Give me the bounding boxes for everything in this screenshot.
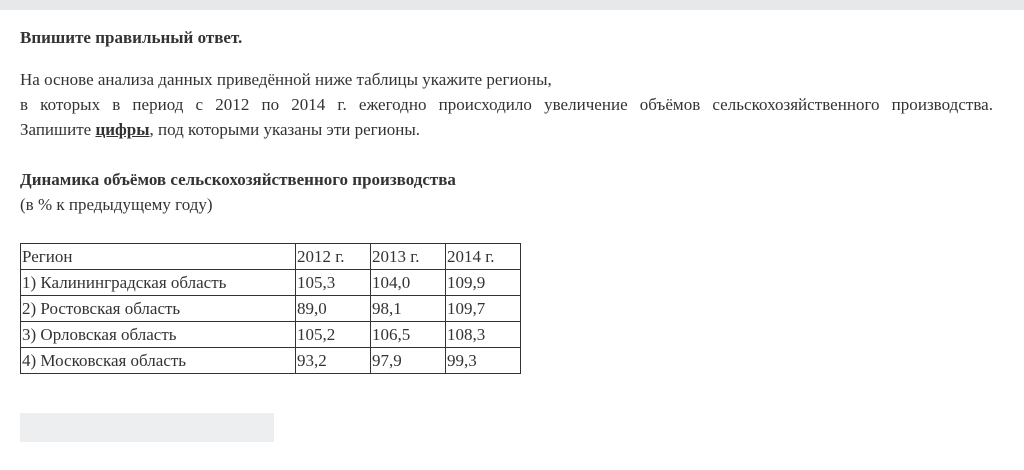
answer-input[interactable] bbox=[20, 413, 274, 442]
task-line-2: в которых в период с 2012 по 2014 г. ежегодно происходило увеличение объёмов сельскохозяйственного производства. bbox=[20, 95, 993, 114]
top-bar bbox=[0, 0, 1024, 10]
table-cell-value: 109,9 bbox=[446, 270, 521, 296]
table-row bbox=[21, 270, 521, 296]
table-row bbox=[21, 296, 521, 322]
table-row bbox=[21, 348, 521, 374]
data-table bbox=[20, 243, 521, 374]
table-cell-value: 93,2 bbox=[296, 348, 371, 374]
task-line-3-end: , под которыми указаны эти регионы. bbox=[149, 120, 420, 139]
table-title: Динамика объёмов сельскохозяйственного производства bbox=[20, 170, 456, 189]
table-cell-value: 97,9 bbox=[371, 348, 446, 374]
task-text bbox=[20, 67, 993, 142]
table-cell-value: 104,0 bbox=[371, 270, 446, 296]
table-header-row bbox=[21, 244, 521, 270]
table-cell-value: 108,3 bbox=[446, 322, 521, 348]
instruction-heading: Впишите правильный ответ. bbox=[20, 28, 243, 47]
header-cell-2013: 2013 г. bbox=[371, 244, 446, 270]
header-cell-region: Регион bbox=[21, 244, 296, 270]
table-cell-region: 1) Калининградская область bbox=[21, 270, 296, 296]
task-highlight-digits: цифры bbox=[95, 120, 150, 139]
table-subtitle: (в % к предыдущему году) bbox=[20, 195, 213, 214]
table-cell-value: 109,7 bbox=[446, 296, 521, 322]
table-caption bbox=[20, 167, 993, 217]
task-line-1: На основе анализа данных приведённой ниже таблицы укажите регионы, bbox=[20, 70, 552, 89]
table-cell-value: 89,0 bbox=[296, 296, 371, 322]
table-cell-region: 4) Московская область bbox=[21, 348, 296, 374]
table-cell-region: 3) Орловская область bbox=[21, 322, 296, 348]
table-cell-value: 98,1 bbox=[371, 296, 446, 322]
question-content bbox=[20, 26, 993, 374]
header-cell-2012: 2012 г. bbox=[296, 244, 371, 270]
table-cell-value: 106,5 bbox=[371, 322, 446, 348]
header-cell-2014: 2014 г. bbox=[446, 244, 521, 270]
table-row bbox=[21, 322, 521, 348]
table-cell-region: 2) Ростовская область bbox=[21, 296, 296, 322]
table-cell-value: 105,2 bbox=[296, 322, 371, 348]
task-line-3 bbox=[20, 117, 993, 142]
table-cell-value: 99,3 bbox=[446, 348, 521, 374]
task-line-3-start: Запишите bbox=[20, 120, 96, 139]
table-cell-value: 105,3 bbox=[296, 270, 371, 296]
